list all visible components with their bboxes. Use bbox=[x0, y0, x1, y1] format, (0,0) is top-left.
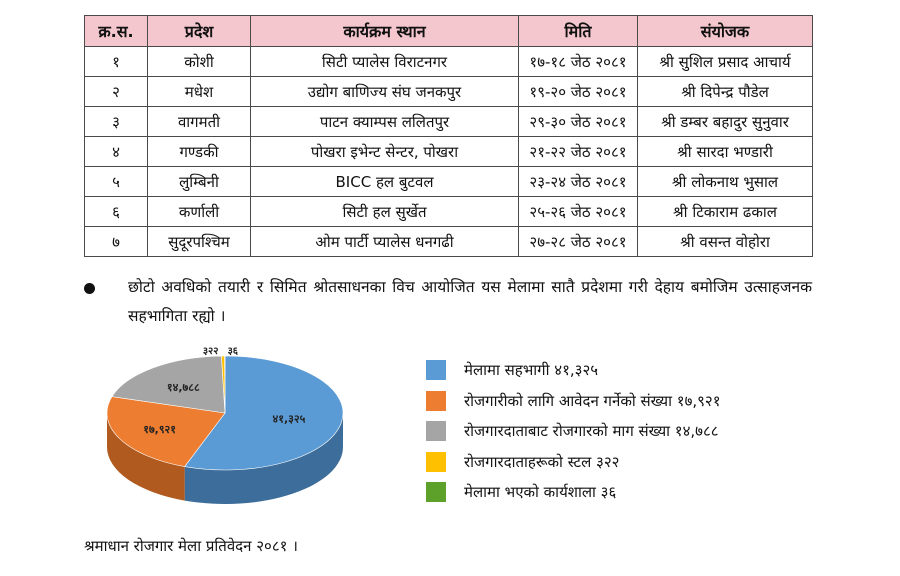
cell-col-coordinator: श्री डम्बर बहादुर सुनुवार bbox=[638, 107, 813, 137]
legend-swatch bbox=[426, 391, 446, 411]
cell-col-date: १९-२० जेठ २०८१ bbox=[519, 77, 638, 107]
table-row bbox=[85, 227, 813, 257]
cell-col-province: वागमती bbox=[148, 107, 251, 137]
table-row bbox=[85, 107, 813, 137]
cell-col-province: सुदूरपश्चिम bbox=[148, 227, 251, 257]
legend-item bbox=[426, 386, 721, 417]
cell-col-province: गण्डकी bbox=[148, 137, 251, 167]
legend-swatch bbox=[426, 482, 446, 502]
cell-col-date: २७-२८ जेठ २०८१ bbox=[519, 227, 638, 257]
cell-col-coordinator: श्री लोकनाथ भुसाल bbox=[638, 167, 813, 197]
cell-col-province: लुम्बिनी bbox=[148, 167, 251, 197]
cell-col-venue: BICC हल बुटवल bbox=[251, 167, 519, 197]
pie-data-label: ३६ bbox=[227, 346, 238, 357]
pie-data-label: १७,९२१ bbox=[143, 422, 177, 436]
cell-col-coordinator: श्री सारदा भण्डारी bbox=[638, 137, 813, 167]
legend-label: रोजगारीको लागि आवेदन गर्नेको संख्या १७,९२१ bbox=[464, 391, 721, 410]
legend-item bbox=[426, 447, 721, 478]
cell-col-serial: २ bbox=[85, 77, 148, 107]
legend-label: रोजगारदाताहरूको स्टल ३२२ bbox=[464, 452, 620, 471]
pie-data-label: ४१,३२५ bbox=[272, 412, 306, 426]
pie-svg bbox=[90, 335, 390, 525]
legend-label: रोजगारदाताबाट रोजगारको माग संख्या १४,७८८ bbox=[464, 422, 719, 441]
legend-swatch bbox=[426, 421, 446, 441]
cell-col-province: कोशी bbox=[148, 47, 251, 77]
cell-col-serial: १ bbox=[85, 47, 148, 77]
cell-col-serial: ३ bbox=[85, 107, 148, 137]
pie-data-label: १४,७८८ bbox=[166, 380, 200, 394]
table-header-row bbox=[85, 16, 813, 47]
pie-data-label: ३२२ bbox=[202, 346, 219, 357]
cell-col-date: २१-२२ जेठ २०८१ bbox=[519, 137, 638, 167]
table-row bbox=[85, 47, 813, 77]
report-footer: श्रमाधान रोजगार मेला प्रतिवेदन २०८१ । bbox=[84, 537, 298, 555]
cell-col-coordinator: श्री टिकाराम ढकाल bbox=[638, 197, 813, 227]
legend-label: मेलामा सहभागी ४१,३२५ bbox=[464, 361, 599, 380]
cell-col-venue: ओम पार्टी प्यालेस धनगढी bbox=[251, 227, 519, 257]
header-col-province: प्रदेश bbox=[148, 16, 251, 47]
legend-swatch bbox=[426, 360, 446, 380]
summary-paragraph: छोटो अवधिको तयारी र सिमित श्रोतसाधनका विच आयोजित यस मेलामा सातै प्रदेशमा गरी देहाय बमोजिम उत्साहजनक सहभागिता रह्यो । bbox=[128, 278, 812, 325]
cell-col-serial: ४ bbox=[85, 137, 148, 167]
cell-col-coordinator: श्री वसन्त वोहोरा bbox=[638, 227, 813, 257]
cell-col-serial: ६ bbox=[85, 197, 148, 227]
legend-swatch bbox=[426, 452, 446, 472]
header-col-serial: क्र.स. bbox=[85, 16, 148, 47]
cell-col-date: २९-३० जेठ २०८१ bbox=[519, 107, 638, 137]
cell-col-coordinator: श्री सुशिल प्रसाद आचार्य bbox=[638, 47, 813, 77]
header-col-coordinator: संयोजक bbox=[638, 16, 813, 47]
cell-col-venue: पाटन क्याम्पस ललितपुर bbox=[251, 107, 519, 137]
table-body bbox=[85, 47, 813, 257]
header-col-venue: कार्यक्रम स्थान bbox=[251, 16, 519, 47]
cell-col-serial: ७ bbox=[85, 227, 148, 257]
legend-item bbox=[426, 355, 721, 386]
table-row bbox=[85, 137, 813, 167]
cell-col-date: २५-२६ जेठ २०८१ bbox=[519, 197, 638, 227]
legend-label: मेलामा भएको कार्यशाला ३६ bbox=[464, 483, 617, 502]
cell-col-coordinator: श्री दिपेन्द्र पौडेल bbox=[638, 77, 813, 107]
bullet-icon bbox=[84, 283, 95, 294]
legend-item bbox=[426, 416, 721, 447]
cell-col-venue: सिटी प्यालेस विराटनगर bbox=[251, 47, 519, 77]
cell-col-date: २३-२४ जेठ २०८१ bbox=[519, 167, 638, 197]
table-row bbox=[85, 167, 813, 197]
chart-legend bbox=[426, 355, 721, 508]
legend-item bbox=[426, 477, 721, 508]
cell-col-serial: ५ bbox=[85, 167, 148, 197]
cell-col-venue: उद्योग बाणिज्य संघ जनकपुर bbox=[251, 77, 519, 107]
schedule-table bbox=[84, 15, 813, 257]
cell-col-date: १७-१८ जेठ २०८१ bbox=[519, 47, 638, 77]
cell-col-province: कर्णाली bbox=[148, 197, 251, 227]
table-row bbox=[85, 197, 813, 227]
participation-pie-chart bbox=[90, 335, 390, 525]
header-col-date: मिति bbox=[519, 16, 638, 47]
cell-col-venue: पोखरा इभेन्ट सेन्टर, पोखरा bbox=[251, 137, 519, 167]
table-row bbox=[85, 77, 813, 107]
cell-col-venue: सिटी हल सुर्खेत bbox=[251, 197, 519, 227]
cell-col-province: मधेश bbox=[148, 77, 251, 107]
